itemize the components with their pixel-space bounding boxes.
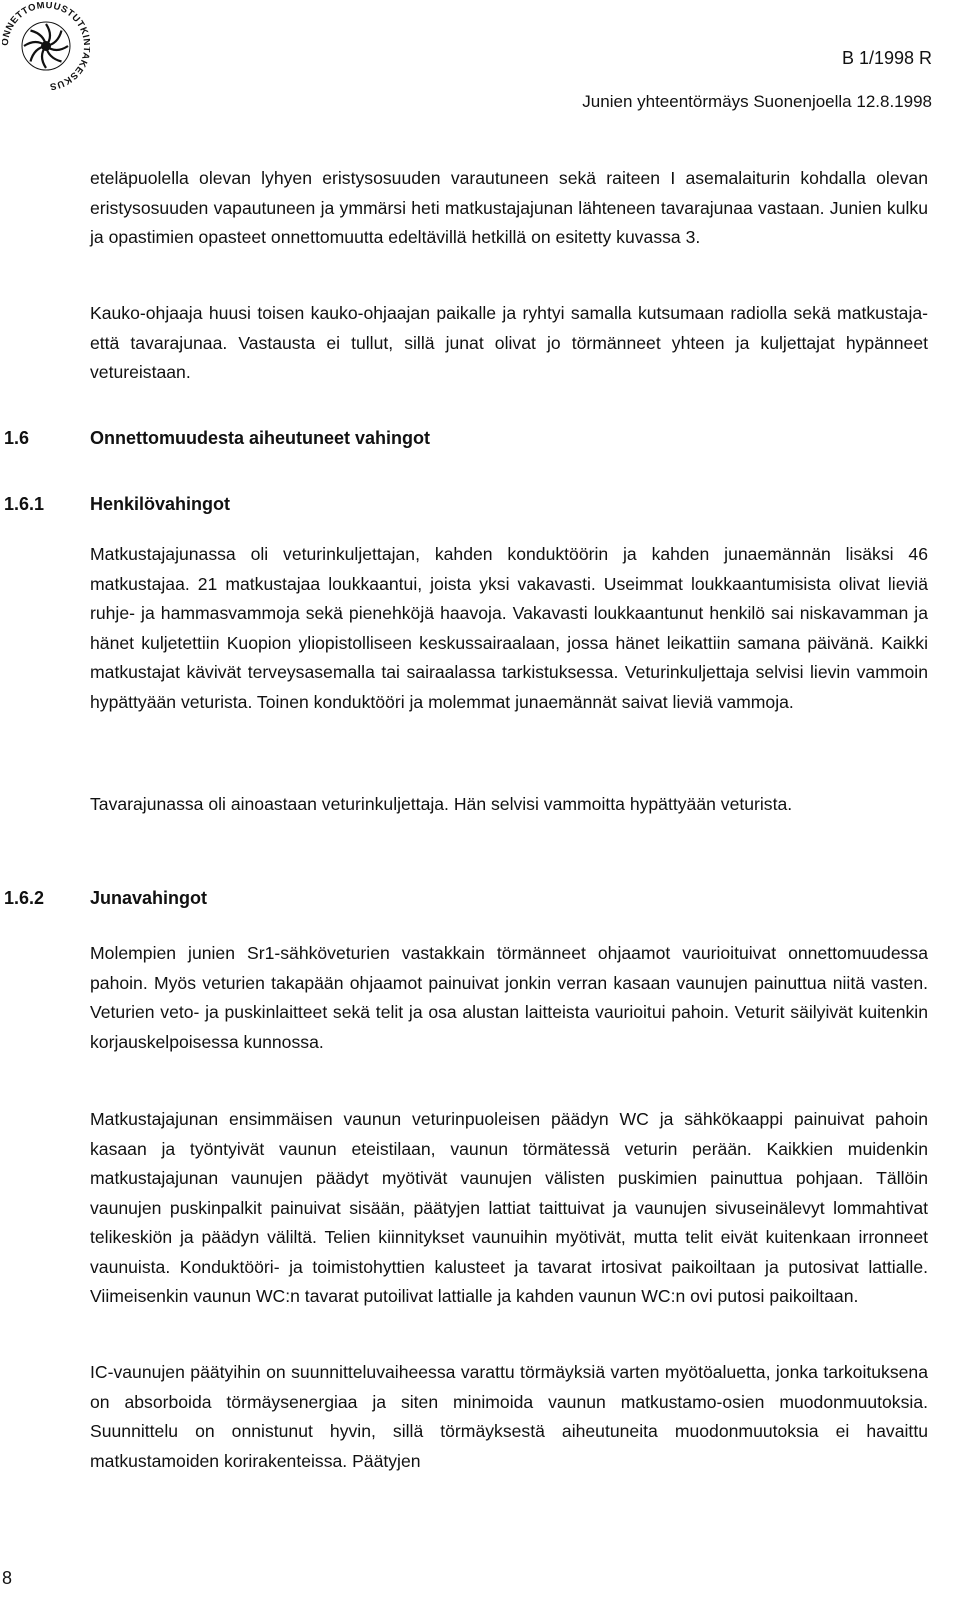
section-title: Onnettomuudesta aiheutuneet vahingot (90, 428, 431, 448)
paragraph-carriage-damage: Matkustajajunan ensimmäisen vaunun veturinpuoleisen päädyn WC ja sähkökaappi painuivat pahoin kasaan ja työntyivät vaunun eteistilaan, vaunun törmätessä veturin perään. Kaikkien muidenkin matkustajajunan vaunujen päädyt myötivät vaunujen välisten puskimien painuttua pohjaan. Tällöin vaunujen puskinpalkit painuivat sisään, päätyjen lattiat taittuivat ja vaunujen sivuseinälevyt lommahtivat telikeskiön ja päädyn väliltä. Telien kiinnitykset vaunuihin myötivät, mutta telit eivät kuitenkaan irronneet vaunuista. Konduktööri- ja toimistohyttien kalusteet ja tavarat irtosivat paikoiltaan ja putosivat lattialle. Viimeisenkin vaunun WC:n tavarat putoilivat lattialle ja kahden vaunun WC:n ovi putosi paikoiltaan. (90, 1109, 928, 1306)
section-heading-1-6-1 (4, 494, 230, 515)
paragraph-ic-carriages: IC-vaunujen päätyihin on suunnitteluvaiheessa varattu törmäyksiä varten myötöaluetta, jonka tarkoituksena on absorboida törmäysenergiaa ja siten minimoida vaunun matkustamo-osien muodonmuutoksia. Suunnittelu on onnistunut hyvin, sillä törmäyksestä aiheutuneita muodonmuutoksia ei havaittu matkustamoiden korirakenteissa. Päätyjen (90, 1362, 928, 1471)
paragraph-continuation: eteläpuolella olevan lyhyen eristysosuuden varautuneen sekä raiteen I asemalaiturin kohdalla olevan eristysosuuden vapautuneen ja ymmärsi heti matkustajajunan lähteneen tavarajunaa vastaan. Junien kulku ja opastimien opasteet onnettomuutta edeltävillä hetkillä on esitetty kuvassa 3. (90, 168, 928, 247)
organization-logo (2, 2, 90, 90)
paragraph-remote-operator: Kauko-ohjaaja huusi toisen kauko-ohjaajan paikalle ja ryhtyi samalla kutsumaan radiolla sekä matkustaja- että tavarajunaa. Vastausta ei tullut, sillä junat olivat jo törmänneet yhteen ja kuljettajat hypänneet vetureistaan. (90, 303, 928, 382)
paragraph-locomotive-damage: Molempien junien Sr1-sähköveturien vastakkain törmänneet ohjaamot vaurioituivat onnettomuudessa pahoin. Myös veturien takapään ohjaamot painuivat jonkin verran kasaan vaunujen painuttua niitä vasten. Veturien veto- ja puskinlaitteet sekä telit ja osa alustan laitteista vaurioitui pahoin. Veturit säilyivät kuitenkin korjauskelpoisessa kunnossa. (90, 943, 928, 1052)
section-number: 1.6.1 (4, 494, 45, 514)
section-heading-1-6-2 (4, 888, 207, 909)
section-number: 1.6.2 (4, 888, 45, 908)
section-title: Henkilövahingot (90, 494, 231, 514)
section-number: 1.6 (4, 428, 30, 448)
paragraph-passenger-injuries: Matkustajajunassa oli veturinkuljettajan, kahden konduktöörin ja kahden junaemännän lisäksi 46 matkustajaa. 21 matkustajaa loukkaantui, joista yksi vakavasti. Useimmat loukkaantumisista olivat lieviä ruhje- ja hammasvammoja sekä pienehköjä haavoja. Vakavasti loukkaantunut henkilö sai niskavamman ja hänet kuljetettiin Kuopion yliopistolliseen keskussairaalaan, jossa hänet leikattiin samana päivänä. Kaikki matkustajat kävivät terveysasemalla tai sairaalassa tarkistuksessa. Veturinkuljettaja selvisi lievin vammoin hypättyään veturista. Toinen konduktööri ja molemmat junaemännät saivat lieviä vammoja. (90, 544, 928, 712)
section-heading-1-6 (4, 428, 430, 449)
report-title: Junien yhteentörmäys Suonenjoella 12.8.1998 (582, 92, 932, 111)
svg-text:ONNETTOMUUSTUTKINTAKESKUS: NNETTOMUUSTUTKI KESKUS (2, 2, 90, 90)
page-number: 8 (2, 1568, 13, 1588)
section-title: Junavahingot (90, 888, 208, 908)
paragraph-freight-driver: Tavarajunassa oli ainoastaan veturinkuljettaja. Hän selvisi vammoitta hypättyään veturista. (90, 794, 793, 814)
report-code: B 1/1998 R (841, 48, 932, 68)
